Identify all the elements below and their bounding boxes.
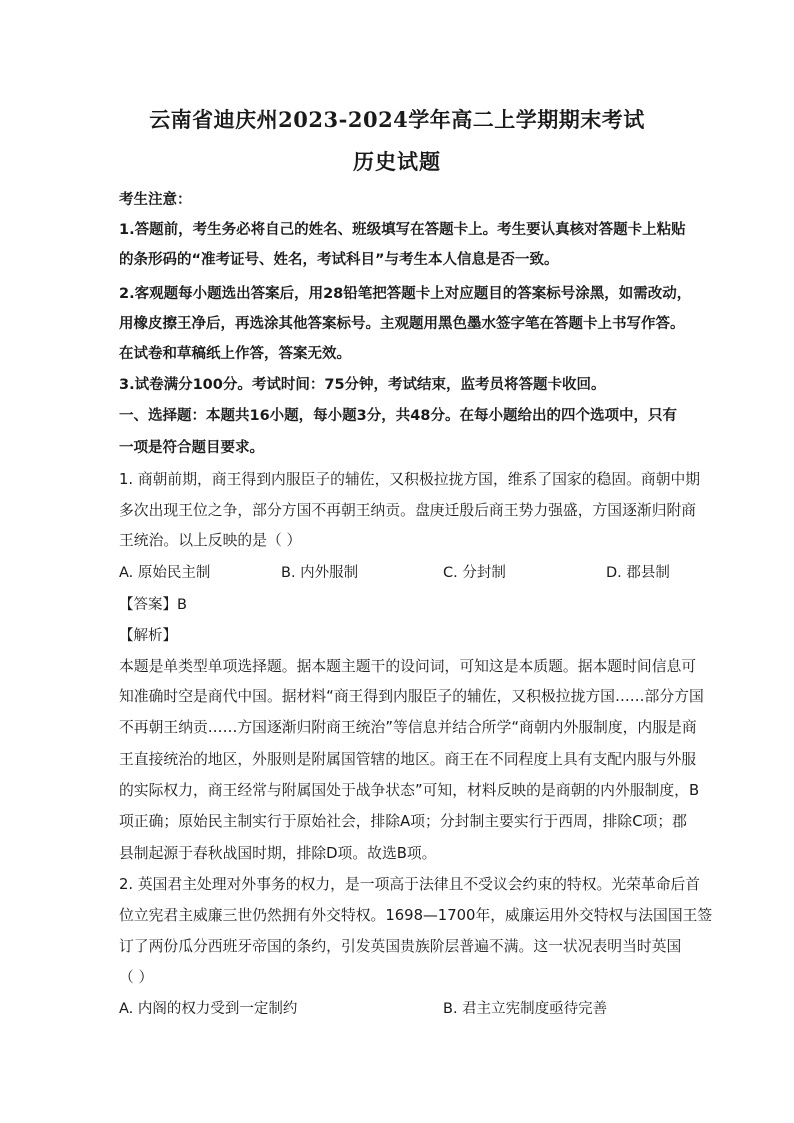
question-1-analysis-label: 【解析】	[119, 628, 177, 644]
analysis-line: 王直接统治的地区，外服则是附属国管辖的地区。商王在不同程度上具有支配内服与外服	[119, 751, 697, 768]
question-2-line: 2. 英国君主处理对外事务的权力，是一项高于法律且不受议会约束的特权。光荣革命后首	[119, 876, 701, 893]
notice-line: 2.客观题每小题选出答案后，用28铅笔把答题卡上对应题目的答案标号涂黑，如需改动，	[119, 286, 692, 302]
analysis-line: 知准确时空是商代中国。据材料“商王得到内服臣子的辅佐，又积极拉拢方国……部分方国	[119, 688, 704, 705]
question-1-option-d: D. 郡县制	[606, 565, 670, 581]
question-1-option-a: A. 原始民主制	[119, 565, 211, 581]
notice-line: 在试卷和草稿纸上作答，答案无效。	[119, 346, 351, 362]
question-2-line: （ ）	[119, 969, 154, 986]
question-1-option-c: C. 分封制	[443, 565, 506, 581]
notice-line: 的条形码的“准考证号、姓名，考试科目”与考生本人信息是否一致。	[119, 252, 559, 268]
notice-line: 3.试卷满分100分。考试时间：75分钟，考试结束，监考员将答题卡收回。	[119, 377, 606, 393]
question-1-answer: 【答案】B	[119, 597, 187, 613]
question-2-option-a: A. 内阁的权力受到一定制约	[119, 1001, 298, 1017]
notice-line: 用橡皮擦王净后，再选涂其他答案标号。主观题用黑色墨水签字笔在答题卡上书写作答。	[119, 316, 685, 332]
question-2-line: 订了两份瓜分西班牙帝国的条约，引发英国贵族阶层普遍不满。这一状况表明当时英国	[119, 938, 682, 955]
analysis-line: 项正确；原始民主制实行于原始社会，排除A项；分封制主要实行于西周，排除C项；郡	[119, 813, 687, 830]
question-2-line: 位立宪君主威廉三世仍然拥有外交特权。1698—1700年，威廉运用外交特权与法国国王签	[119, 907, 713, 924]
question-1-line: 多次出现王位之争，部分方国不再朝王纳贡。盘庚迁殷后商王势力强盛，方国逐渐归附商	[119, 502, 697, 519]
notice-heading: 考生注意：	[119, 192, 192, 208]
section-heading: 一项是符合题目要求。	[119, 440, 264, 456]
analysis-line: 本题是单类型单项选择题。据本题主题干的设问词，可知这是本质题。据本题时间信息可	[119, 658, 697, 675]
analysis-line: 县制起源于春秋战国时期，排除D项。故选B项。	[119, 845, 437, 862]
analysis-line: 不再朝王纳贡……方国逐渐归附商王统治”等信息并结合所学“商朝内外服制度，内服是商	[119, 719, 697, 736]
analysis-line: 的实际权力，商王经常与附属国处于战争状态”可知，材料反映的是商朝的内外服制度，B	[119, 782, 700, 799]
notice-line: 1.答题前，考生务必将自己的姓名、班级填写在答题卡上。考生要认真核对答题卡上粘贴	[119, 222, 686, 238]
question-1-line: 王统治。以上反映的是（ ）	[119, 532, 302, 549]
question-2-option-b: B. 君主立宪制度亟待完善	[443, 1001, 608, 1017]
section-heading: 一、选择题：本题共16小题，每小题3分，共48分。在每小题给出的四个选项中，只有	[119, 408, 677, 424]
page-title: 云南省迪庆州2023-2024学年高二上学期期末考试	[149, 107, 645, 132]
question-1-option-b: B. 内外服制	[281, 565, 359, 581]
page-subtitle: 历史试题	[353, 149, 441, 174]
question-1-line: 1. 商朝前期，商王得到内服臣子的辅佐，又积极拉拢方国，维系了国家的稳固。商朝中期	[119, 471, 701, 488]
